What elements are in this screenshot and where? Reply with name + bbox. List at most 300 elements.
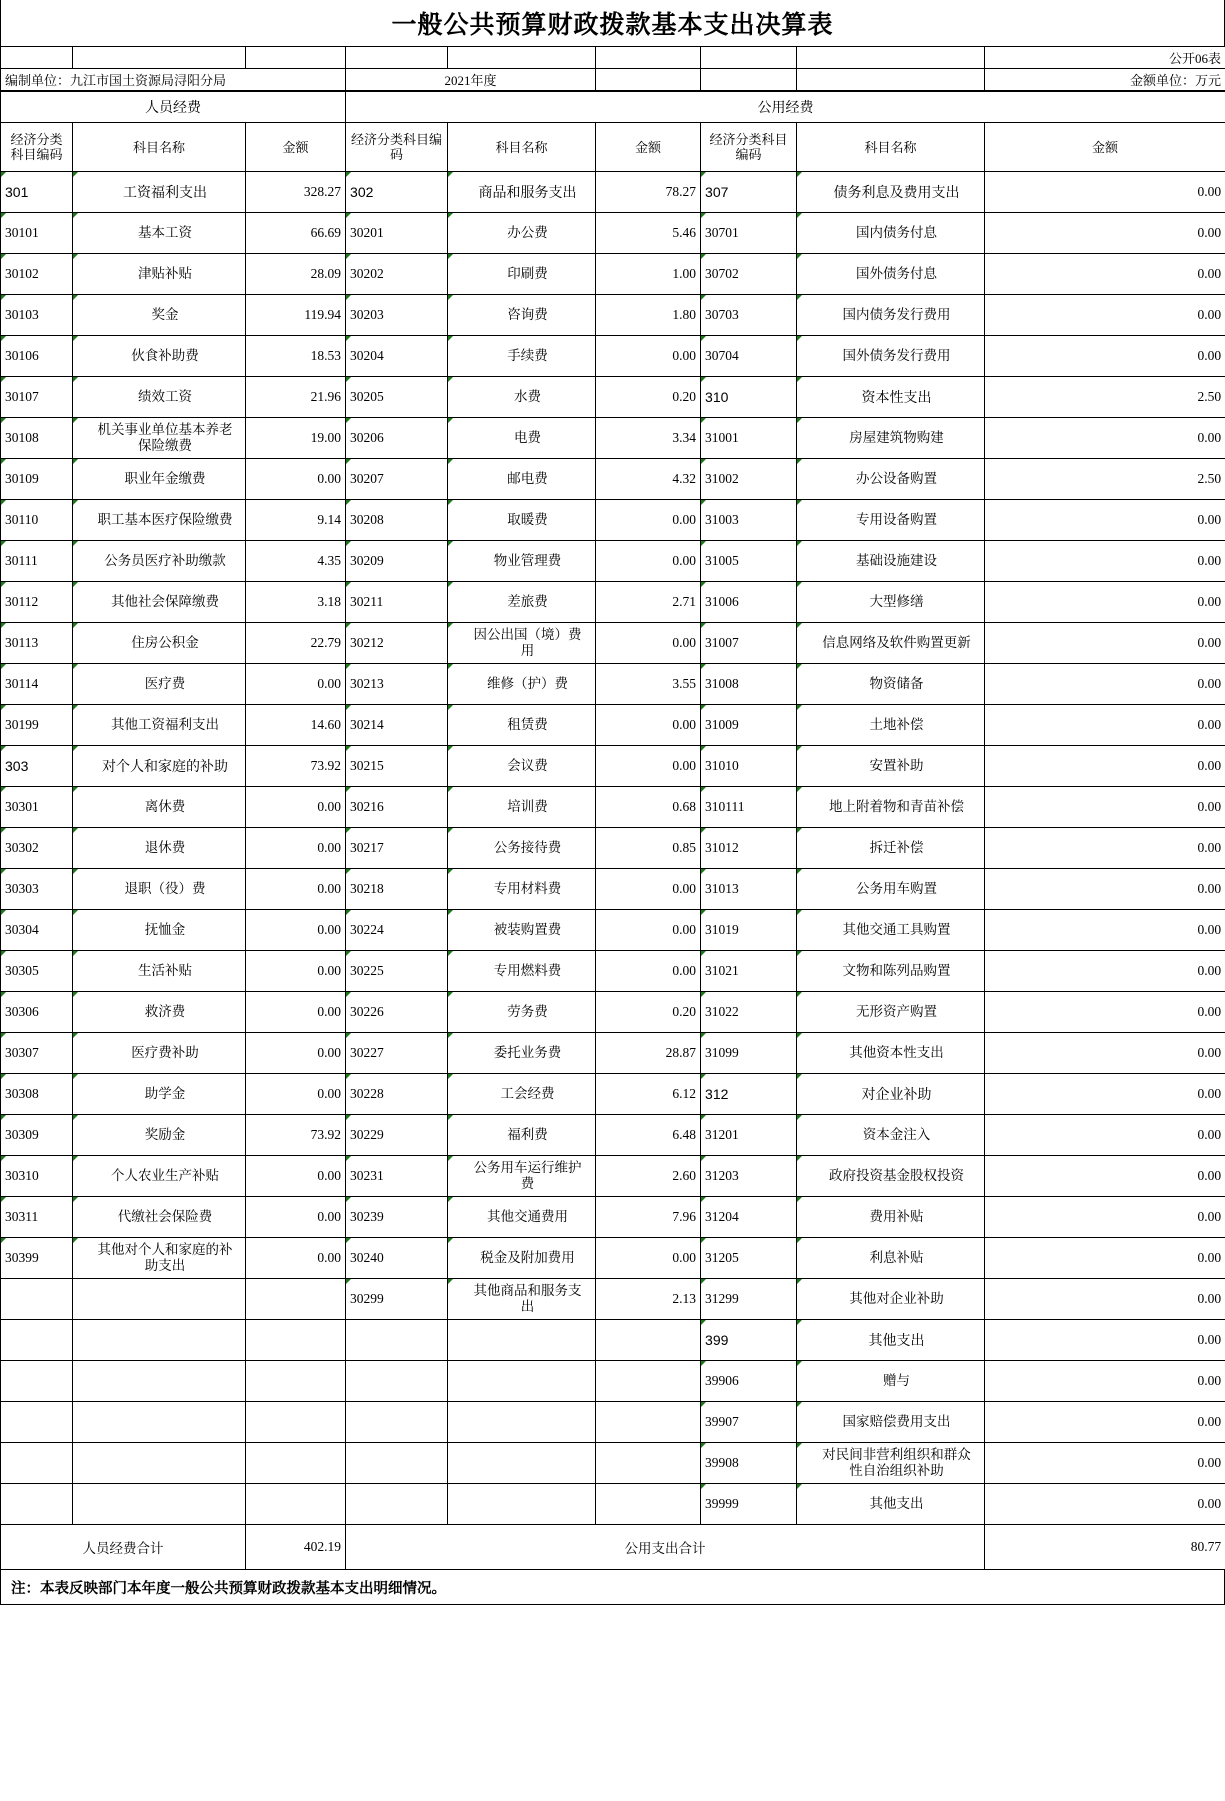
cell-code: 31203 bbox=[701, 1156, 797, 1197]
cell-subject-name: 其他社会保障缴费 bbox=[73, 582, 246, 623]
cell-code: 30108 bbox=[1, 418, 73, 459]
cell-code: 30218 bbox=[346, 869, 448, 910]
cell-amount: 2.50 bbox=[985, 377, 1225, 418]
cell-code: 31013 bbox=[701, 869, 797, 910]
cell-subject-name: 培训费 bbox=[448, 787, 596, 828]
cell-amount: 0.00 bbox=[596, 910, 701, 951]
cell-amount: 0.00 bbox=[596, 1238, 701, 1279]
cell-code: 302 bbox=[346, 172, 448, 213]
cell-subject-name: 办公设备购置 bbox=[797, 459, 985, 500]
cell-amount: 0.00 bbox=[246, 992, 346, 1033]
cell-subject-name: 费用补贴 bbox=[797, 1197, 985, 1238]
cell-amount: 0.00 bbox=[985, 295, 1225, 336]
cell-code: 31005 bbox=[701, 541, 797, 582]
cell-subject-name: 其他支出 bbox=[797, 1320, 985, 1361]
cell-code bbox=[346, 1402, 448, 1443]
cell-subject-name: 邮电费 bbox=[448, 459, 596, 500]
cell-amount: 6.48 bbox=[596, 1115, 701, 1156]
table-row bbox=[1, 582, 1225, 623]
cell-amount: 0.20 bbox=[596, 992, 701, 1033]
cell-amount: 0.00 bbox=[246, 910, 346, 951]
cell-subject-name: 绩效工资 bbox=[73, 377, 246, 418]
cell-subject-name: 办公费 bbox=[448, 213, 596, 254]
table-row bbox=[1, 1197, 1225, 1238]
cell-code: 30212 bbox=[346, 623, 448, 664]
cell-subject-name: 个人农业生产补贴 bbox=[73, 1156, 246, 1197]
table-row bbox=[1, 500, 1225, 541]
meta-row-unit bbox=[1, 69, 1225, 91]
cell-subject-name: 土地补偿 bbox=[797, 705, 985, 746]
table-row bbox=[1, 1074, 1225, 1115]
cell-code: 30224 bbox=[346, 910, 448, 951]
table-row bbox=[1, 1156, 1225, 1197]
cell-subject-name bbox=[448, 1320, 596, 1361]
meta-cell bbox=[73, 47, 246, 69]
cell-code: 310 bbox=[701, 377, 797, 418]
table-row bbox=[1, 418, 1225, 459]
public-total-label: 公用支出合计 bbox=[346, 1525, 985, 1570]
table-row bbox=[1, 213, 1225, 254]
cell-subject-name: 机关事业单位基本养老保险缴费 bbox=[73, 418, 246, 459]
cell-subject-name: 国内债务付息 bbox=[797, 213, 985, 254]
cell-amount: 0.00 bbox=[596, 705, 701, 746]
cell-code: 31006 bbox=[701, 582, 797, 623]
cell-amount: 7.96 bbox=[596, 1197, 701, 1238]
cell-code bbox=[346, 1320, 448, 1361]
th-amount-1: 金额 bbox=[246, 123, 346, 172]
cell-amount: 18.53 bbox=[246, 336, 346, 377]
cell-amount: 0.00 bbox=[985, 254, 1225, 295]
cell-code: 30308 bbox=[1, 1074, 73, 1115]
cell-subject-name: 债务利息及费用支出 bbox=[797, 172, 985, 213]
cell-code: 30207 bbox=[346, 459, 448, 500]
meta-cell bbox=[448, 47, 596, 69]
cell-amount: 0.00 bbox=[985, 1279, 1225, 1320]
cell-code: 30216 bbox=[346, 787, 448, 828]
cell-subject-name: 地上附着物和青苗补偿 bbox=[797, 787, 985, 828]
cell-subject-name: 政府投资基金股权投资 bbox=[797, 1156, 985, 1197]
cell-subject-name: 因公出国（境）费用 bbox=[448, 623, 596, 664]
cell-amount: 0.00 bbox=[985, 869, 1225, 910]
cell-subject-name: 大型修缮 bbox=[797, 582, 985, 623]
table-row bbox=[1, 254, 1225, 295]
cell-code: 31010 bbox=[701, 746, 797, 787]
cell-amount: 0.00 bbox=[246, 828, 346, 869]
cell-amount bbox=[596, 1443, 701, 1484]
cell-amount: 0.00 bbox=[596, 869, 701, 910]
table-row bbox=[1, 541, 1225, 582]
cell-amount bbox=[596, 1402, 701, 1443]
meta-cell bbox=[596, 69, 701, 91]
cell-amount: 21.96 bbox=[246, 377, 346, 418]
cell-amount bbox=[246, 1361, 346, 1402]
cell-subject-name: 其他支出 bbox=[797, 1484, 985, 1525]
cell-code bbox=[1, 1443, 73, 1484]
cell-subject-name: 福利费 bbox=[448, 1115, 596, 1156]
cell-code: 312 bbox=[701, 1074, 797, 1115]
cell-subject-name: 物资储备 bbox=[797, 664, 985, 705]
cell-subject-name: 奖金 bbox=[73, 295, 246, 336]
cell-amount: 19.00 bbox=[246, 418, 346, 459]
cell-amount: 6.12 bbox=[596, 1074, 701, 1115]
meta-row-formno bbox=[1, 47, 1225, 69]
table-row bbox=[1, 1238, 1225, 1279]
cell-subject-name: 维修（护）费 bbox=[448, 664, 596, 705]
cell-amount: 0.00 bbox=[985, 1443, 1225, 1484]
cell-amount: 0.20 bbox=[596, 377, 701, 418]
cell-amount: 0.00 bbox=[985, 992, 1225, 1033]
table-row bbox=[1, 1484, 1225, 1525]
cell-code: 30227 bbox=[346, 1033, 448, 1074]
th-amount-2: 金额 bbox=[596, 123, 701, 172]
cell-code: 30103 bbox=[1, 295, 73, 336]
cell-code: 30204 bbox=[346, 336, 448, 377]
cell-code: 31003 bbox=[701, 500, 797, 541]
cell-code: 30203 bbox=[346, 295, 448, 336]
cell-subject-name: 国外债务付息 bbox=[797, 254, 985, 295]
meta-cell bbox=[246, 47, 346, 69]
cell-amount bbox=[246, 1484, 346, 1525]
cell-amount bbox=[246, 1402, 346, 1443]
cell-code: 30201 bbox=[346, 213, 448, 254]
cell-amount: 3.55 bbox=[596, 664, 701, 705]
cell-subject-name: 生活补贴 bbox=[73, 951, 246, 992]
cell-subject-name: 水费 bbox=[448, 377, 596, 418]
cell-code: 30303 bbox=[1, 869, 73, 910]
table-row bbox=[1, 1320, 1225, 1361]
table-row bbox=[1, 1361, 1225, 1402]
footnote: 注：本表反映部门本年度一般公共预算财政拨款基本支出明细情况。 bbox=[0, 1570, 1225, 1605]
cell-amount: 0.00 bbox=[596, 951, 701, 992]
cell-code: 39907 bbox=[701, 1402, 797, 1443]
cell-amount: 0.00 bbox=[985, 951, 1225, 992]
cell-subject-name: 职业年金缴费 bbox=[73, 459, 246, 500]
cell-amount: 3.18 bbox=[246, 582, 346, 623]
cell-subject-name: 会议费 bbox=[448, 746, 596, 787]
cell-subject-name: 差旅费 bbox=[448, 582, 596, 623]
table-row bbox=[1, 1279, 1225, 1320]
cell-amount bbox=[246, 1279, 346, 1320]
cell-code: 30299 bbox=[346, 1279, 448, 1320]
cell-amount: 9.14 bbox=[246, 500, 346, 541]
cell-code bbox=[1, 1279, 73, 1320]
cell-code: 30206 bbox=[346, 418, 448, 459]
th-amount-3: 金额 bbox=[985, 123, 1225, 172]
table-row bbox=[1, 910, 1225, 951]
cell-code bbox=[1, 1361, 73, 1402]
cell-code: 39908 bbox=[701, 1443, 797, 1484]
budget-table bbox=[0, 91, 1225, 1570]
cell-amount: 0.00 bbox=[985, 664, 1225, 705]
cell-subject-name: 其他工资福利支出 bbox=[73, 705, 246, 746]
amount-unit: 金额单位：万元 bbox=[985, 69, 1225, 91]
cell-subject-name: 对个人和家庭的补助 bbox=[73, 746, 246, 787]
cell-subject-name: 公务用车运行维护费 bbox=[448, 1156, 596, 1197]
th-code-3: 经济分类科目编码 bbox=[701, 123, 797, 172]
cell-amount: 0.00 bbox=[985, 910, 1225, 951]
cell-code: 310111 bbox=[701, 787, 797, 828]
cell-code: 30701 bbox=[701, 213, 797, 254]
cell-code: 30301 bbox=[1, 787, 73, 828]
table-row bbox=[1, 172, 1225, 213]
table-row bbox=[1, 828, 1225, 869]
cell-code: 30703 bbox=[701, 295, 797, 336]
cell-code: 31007 bbox=[701, 623, 797, 664]
cell-subject-name: 其他交通费用 bbox=[448, 1197, 596, 1238]
cell-amount: 328.27 bbox=[246, 172, 346, 213]
cell-amount: 73.92 bbox=[246, 1115, 346, 1156]
cell-code: 30229 bbox=[346, 1115, 448, 1156]
cell-amount: 22.79 bbox=[246, 623, 346, 664]
cell-amount: 0.00 bbox=[246, 664, 346, 705]
cell-subject-name: 其他对个人和家庭的补助支出 bbox=[73, 1238, 246, 1279]
cell-amount: 0.85 bbox=[596, 828, 701, 869]
cell-amount: 0.00 bbox=[985, 418, 1225, 459]
cell-code: 31012 bbox=[701, 828, 797, 869]
meta-cell bbox=[797, 47, 985, 69]
th-name-3: 科目名称 bbox=[797, 123, 985, 172]
cell-subject-name: 被装购置费 bbox=[448, 910, 596, 951]
cell-subject-name: 公务员医疗补助缴款 bbox=[73, 541, 246, 582]
meta-cell bbox=[701, 47, 797, 69]
cell-code: 39906 bbox=[701, 1361, 797, 1402]
cell-code bbox=[1, 1402, 73, 1443]
cell-code: 31204 bbox=[701, 1197, 797, 1238]
cell-code: 30110 bbox=[1, 500, 73, 541]
cell-code: 30111 bbox=[1, 541, 73, 582]
cell-subject-name: 无形资产购置 bbox=[797, 992, 985, 1033]
table-row bbox=[1, 623, 1225, 664]
cell-code: 31009 bbox=[701, 705, 797, 746]
fiscal-year: 2021年度 bbox=[346, 69, 596, 91]
cell-amount: 1.00 bbox=[596, 254, 701, 295]
th-code-1: 经济分类科目编码 bbox=[1, 123, 73, 172]
cell-amount: 2.13 bbox=[596, 1279, 701, 1320]
cell-code: 30399 bbox=[1, 1238, 73, 1279]
table-row bbox=[1, 1115, 1225, 1156]
cell-amount: 0.00 bbox=[246, 1238, 346, 1279]
cell-amount: 3.34 bbox=[596, 418, 701, 459]
cell-amount: 14.60 bbox=[246, 705, 346, 746]
cell-subject-name bbox=[448, 1484, 596, 1525]
th-name-1: 科目名称 bbox=[73, 123, 246, 172]
table-row bbox=[1, 377, 1225, 418]
cell-code: 30704 bbox=[701, 336, 797, 377]
cell-amount: 0.00 bbox=[596, 623, 701, 664]
cell-code: 30305 bbox=[1, 951, 73, 992]
totals-row bbox=[1, 1525, 1225, 1570]
cell-subject-name: 安置补助 bbox=[797, 746, 985, 787]
cell-subject-name: 文物和陈列品购置 bbox=[797, 951, 985, 992]
table-row bbox=[1, 705, 1225, 746]
cell-subject-name: 其他对企业补助 bbox=[797, 1279, 985, 1320]
form-number: 公开06表 bbox=[985, 47, 1225, 69]
cell-subject-name: 国家赔偿费用支出 bbox=[797, 1402, 985, 1443]
table-row bbox=[1, 664, 1225, 705]
cell-amount: 2.60 bbox=[596, 1156, 701, 1197]
cell-subject-name: 劳务费 bbox=[448, 992, 596, 1033]
cell-subject-name: 工会经费 bbox=[448, 1074, 596, 1115]
cell-subject-name: 委托业务费 bbox=[448, 1033, 596, 1074]
cell-amount: 0.00 bbox=[246, 951, 346, 992]
cell-subject-name: 利息补贴 bbox=[797, 1238, 985, 1279]
cell-code: 30107 bbox=[1, 377, 73, 418]
cell-code: 30199 bbox=[1, 705, 73, 746]
cell-code: 30307 bbox=[1, 1033, 73, 1074]
cell-amount: 0.00 bbox=[985, 705, 1225, 746]
cell-amount: 2.71 bbox=[596, 582, 701, 623]
cell-code: 31019 bbox=[701, 910, 797, 951]
cell-subject-name: 住房公积金 bbox=[73, 623, 246, 664]
cell-code: 39999 bbox=[701, 1484, 797, 1525]
cell-subject-name: 手续费 bbox=[448, 336, 596, 377]
cell-amount: 0.00 bbox=[985, 1402, 1225, 1443]
cell-amount: 28.87 bbox=[596, 1033, 701, 1074]
cell-code: 303 bbox=[1, 746, 73, 787]
meta-cell bbox=[596, 47, 701, 69]
meta-cell bbox=[701, 69, 797, 91]
cell-amount bbox=[596, 1320, 701, 1361]
cell-amount bbox=[246, 1320, 346, 1361]
cell-code: 31099 bbox=[701, 1033, 797, 1074]
cell-subject-name: 咨询费 bbox=[448, 295, 596, 336]
cell-amount: 0.00 bbox=[246, 869, 346, 910]
cell-subject-name: 信息网络及软件购置更新 bbox=[797, 623, 985, 664]
cell-code: 30228 bbox=[346, 1074, 448, 1115]
cell-code: 30215 bbox=[346, 746, 448, 787]
cell-amount bbox=[596, 1484, 701, 1525]
cell-code: 30226 bbox=[346, 992, 448, 1033]
cell-code bbox=[1, 1484, 73, 1525]
cell-subject-name: 伙食补助费 bbox=[73, 336, 246, 377]
cell-code: 30310 bbox=[1, 1156, 73, 1197]
cell-amount: 119.94 bbox=[246, 295, 346, 336]
cell-amount: 0.00 bbox=[985, 172, 1225, 213]
cell-subject-name: 职工基本医疗保险缴费 bbox=[73, 500, 246, 541]
cell-subject-name: 抚恤金 bbox=[73, 910, 246, 951]
cell-amount: 0.00 bbox=[596, 541, 701, 582]
cell-subject-name: 印刷费 bbox=[448, 254, 596, 295]
cell-amount: 0.00 bbox=[246, 1033, 346, 1074]
table-row bbox=[1, 1033, 1225, 1074]
cell-code: 30302 bbox=[1, 828, 73, 869]
cell-code: 31001 bbox=[701, 418, 797, 459]
column-header-row bbox=[1, 123, 1225, 172]
cell-code: 30114 bbox=[1, 664, 73, 705]
cell-code: 31205 bbox=[701, 1238, 797, 1279]
cell-amount: 66.69 bbox=[246, 213, 346, 254]
cell-amount: 0.00 bbox=[985, 1361, 1225, 1402]
cell-subject-name: 国内债务发行费用 bbox=[797, 295, 985, 336]
personnel-total-value: 402.19 bbox=[246, 1525, 346, 1570]
cell-amount: 0.00 bbox=[596, 336, 701, 377]
cell-code: 30213 bbox=[346, 664, 448, 705]
cell-code: 30209 bbox=[346, 541, 448, 582]
cell-amount: 2.50 bbox=[985, 459, 1225, 500]
cell-subject-name: 其他交通工具购置 bbox=[797, 910, 985, 951]
cell-amount: 0.00 bbox=[246, 1156, 346, 1197]
cell-amount: 0.00 bbox=[985, 336, 1225, 377]
cell-amount: 5.46 bbox=[596, 213, 701, 254]
cell-amount: 0.00 bbox=[596, 500, 701, 541]
cell-subject-name bbox=[73, 1443, 246, 1484]
page-title: 一般公共预算财政拨款基本支出决算表 bbox=[391, 11, 834, 39]
cell-code bbox=[346, 1484, 448, 1525]
table-row bbox=[1, 459, 1225, 500]
cell-amount: 0.00 bbox=[246, 459, 346, 500]
table-row bbox=[1, 787, 1225, 828]
table-row bbox=[1, 336, 1225, 377]
table-row bbox=[1, 951, 1225, 992]
meta-table bbox=[0, 46, 1225, 91]
cell-code bbox=[346, 1443, 448, 1484]
personnel-total-label: 人员经费合计 bbox=[1, 1525, 246, 1570]
cell-amount: 0.00 bbox=[985, 1320, 1225, 1361]
cell-subject-name: 基本工资 bbox=[73, 213, 246, 254]
cell-subject-name: 代缴社会保险费 bbox=[73, 1197, 246, 1238]
cell-subject-name: 奖励金 bbox=[73, 1115, 246, 1156]
cell-code: 30208 bbox=[346, 500, 448, 541]
cell-subject-name bbox=[448, 1361, 596, 1402]
cell-amount: 0.00 bbox=[985, 1156, 1225, 1197]
cell-code: 30113 bbox=[1, 623, 73, 664]
cell-subject-name bbox=[73, 1484, 246, 1525]
cell-amount: 0.00 bbox=[246, 787, 346, 828]
group-header-row bbox=[1, 92, 1225, 123]
cell-code bbox=[1, 1320, 73, 1361]
cell-code: 30214 bbox=[346, 705, 448, 746]
cell-amount: 0.00 bbox=[985, 828, 1225, 869]
compiling-unit: 编制单位：九江市国土资源局浔阳分局 bbox=[1, 69, 346, 91]
cell-code: 30101 bbox=[1, 213, 73, 254]
cell-subject-name: 租赁费 bbox=[448, 705, 596, 746]
group-personnel: 人员经费 bbox=[1, 92, 346, 123]
meta-cell bbox=[797, 69, 985, 91]
cell-subject-name: 资本金注入 bbox=[797, 1115, 985, 1156]
cell-amount: 0.00 bbox=[985, 1238, 1225, 1279]
group-public: 公用经费 bbox=[346, 92, 1225, 123]
cell-amount bbox=[596, 1361, 701, 1402]
cell-amount: 0.00 bbox=[985, 541, 1225, 582]
cell-subject-name: 离休费 bbox=[73, 787, 246, 828]
cell-amount: 0.68 bbox=[596, 787, 701, 828]
cell-amount: 0.00 bbox=[985, 1484, 1225, 1525]
table-row bbox=[1, 295, 1225, 336]
cell-subject-name: 工资福利支出 bbox=[73, 172, 246, 213]
table-row bbox=[1, 1402, 1225, 1443]
cell-subject-name: 专用材料费 bbox=[448, 869, 596, 910]
cell-amount: 4.35 bbox=[246, 541, 346, 582]
cell-code: 31299 bbox=[701, 1279, 797, 1320]
table-row bbox=[1, 746, 1225, 787]
cell-code: 30217 bbox=[346, 828, 448, 869]
cell-subject-name bbox=[73, 1402, 246, 1443]
cell-subject-name: 电费 bbox=[448, 418, 596, 459]
cell-subject-name: 物业管理费 bbox=[448, 541, 596, 582]
cell-code: 307 bbox=[701, 172, 797, 213]
cell-subject-name: 医疗费补助 bbox=[73, 1033, 246, 1074]
cell-code: 31002 bbox=[701, 459, 797, 500]
public-total-value: 80.77 bbox=[985, 1525, 1225, 1570]
cell-subject-name: 资本性支出 bbox=[797, 377, 985, 418]
cell-amount: 0.00 bbox=[246, 1197, 346, 1238]
cell-subject-name: 公务用车购置 bbox=[797, 869, 985, 910]
cell-subject-name: 赠与 bbox=[797, 1361, 985, 1402]
cell-amount: 4.32 bbox=[596, 459, 701, 500]
cell-code: 30112 bbox=[1, 582, 73, 623]
cell-subject-name: 对企业补助 bbox=[797, 1074, 985, 1115]
cell-code bbox=[346, 1361, 448, 1402]
